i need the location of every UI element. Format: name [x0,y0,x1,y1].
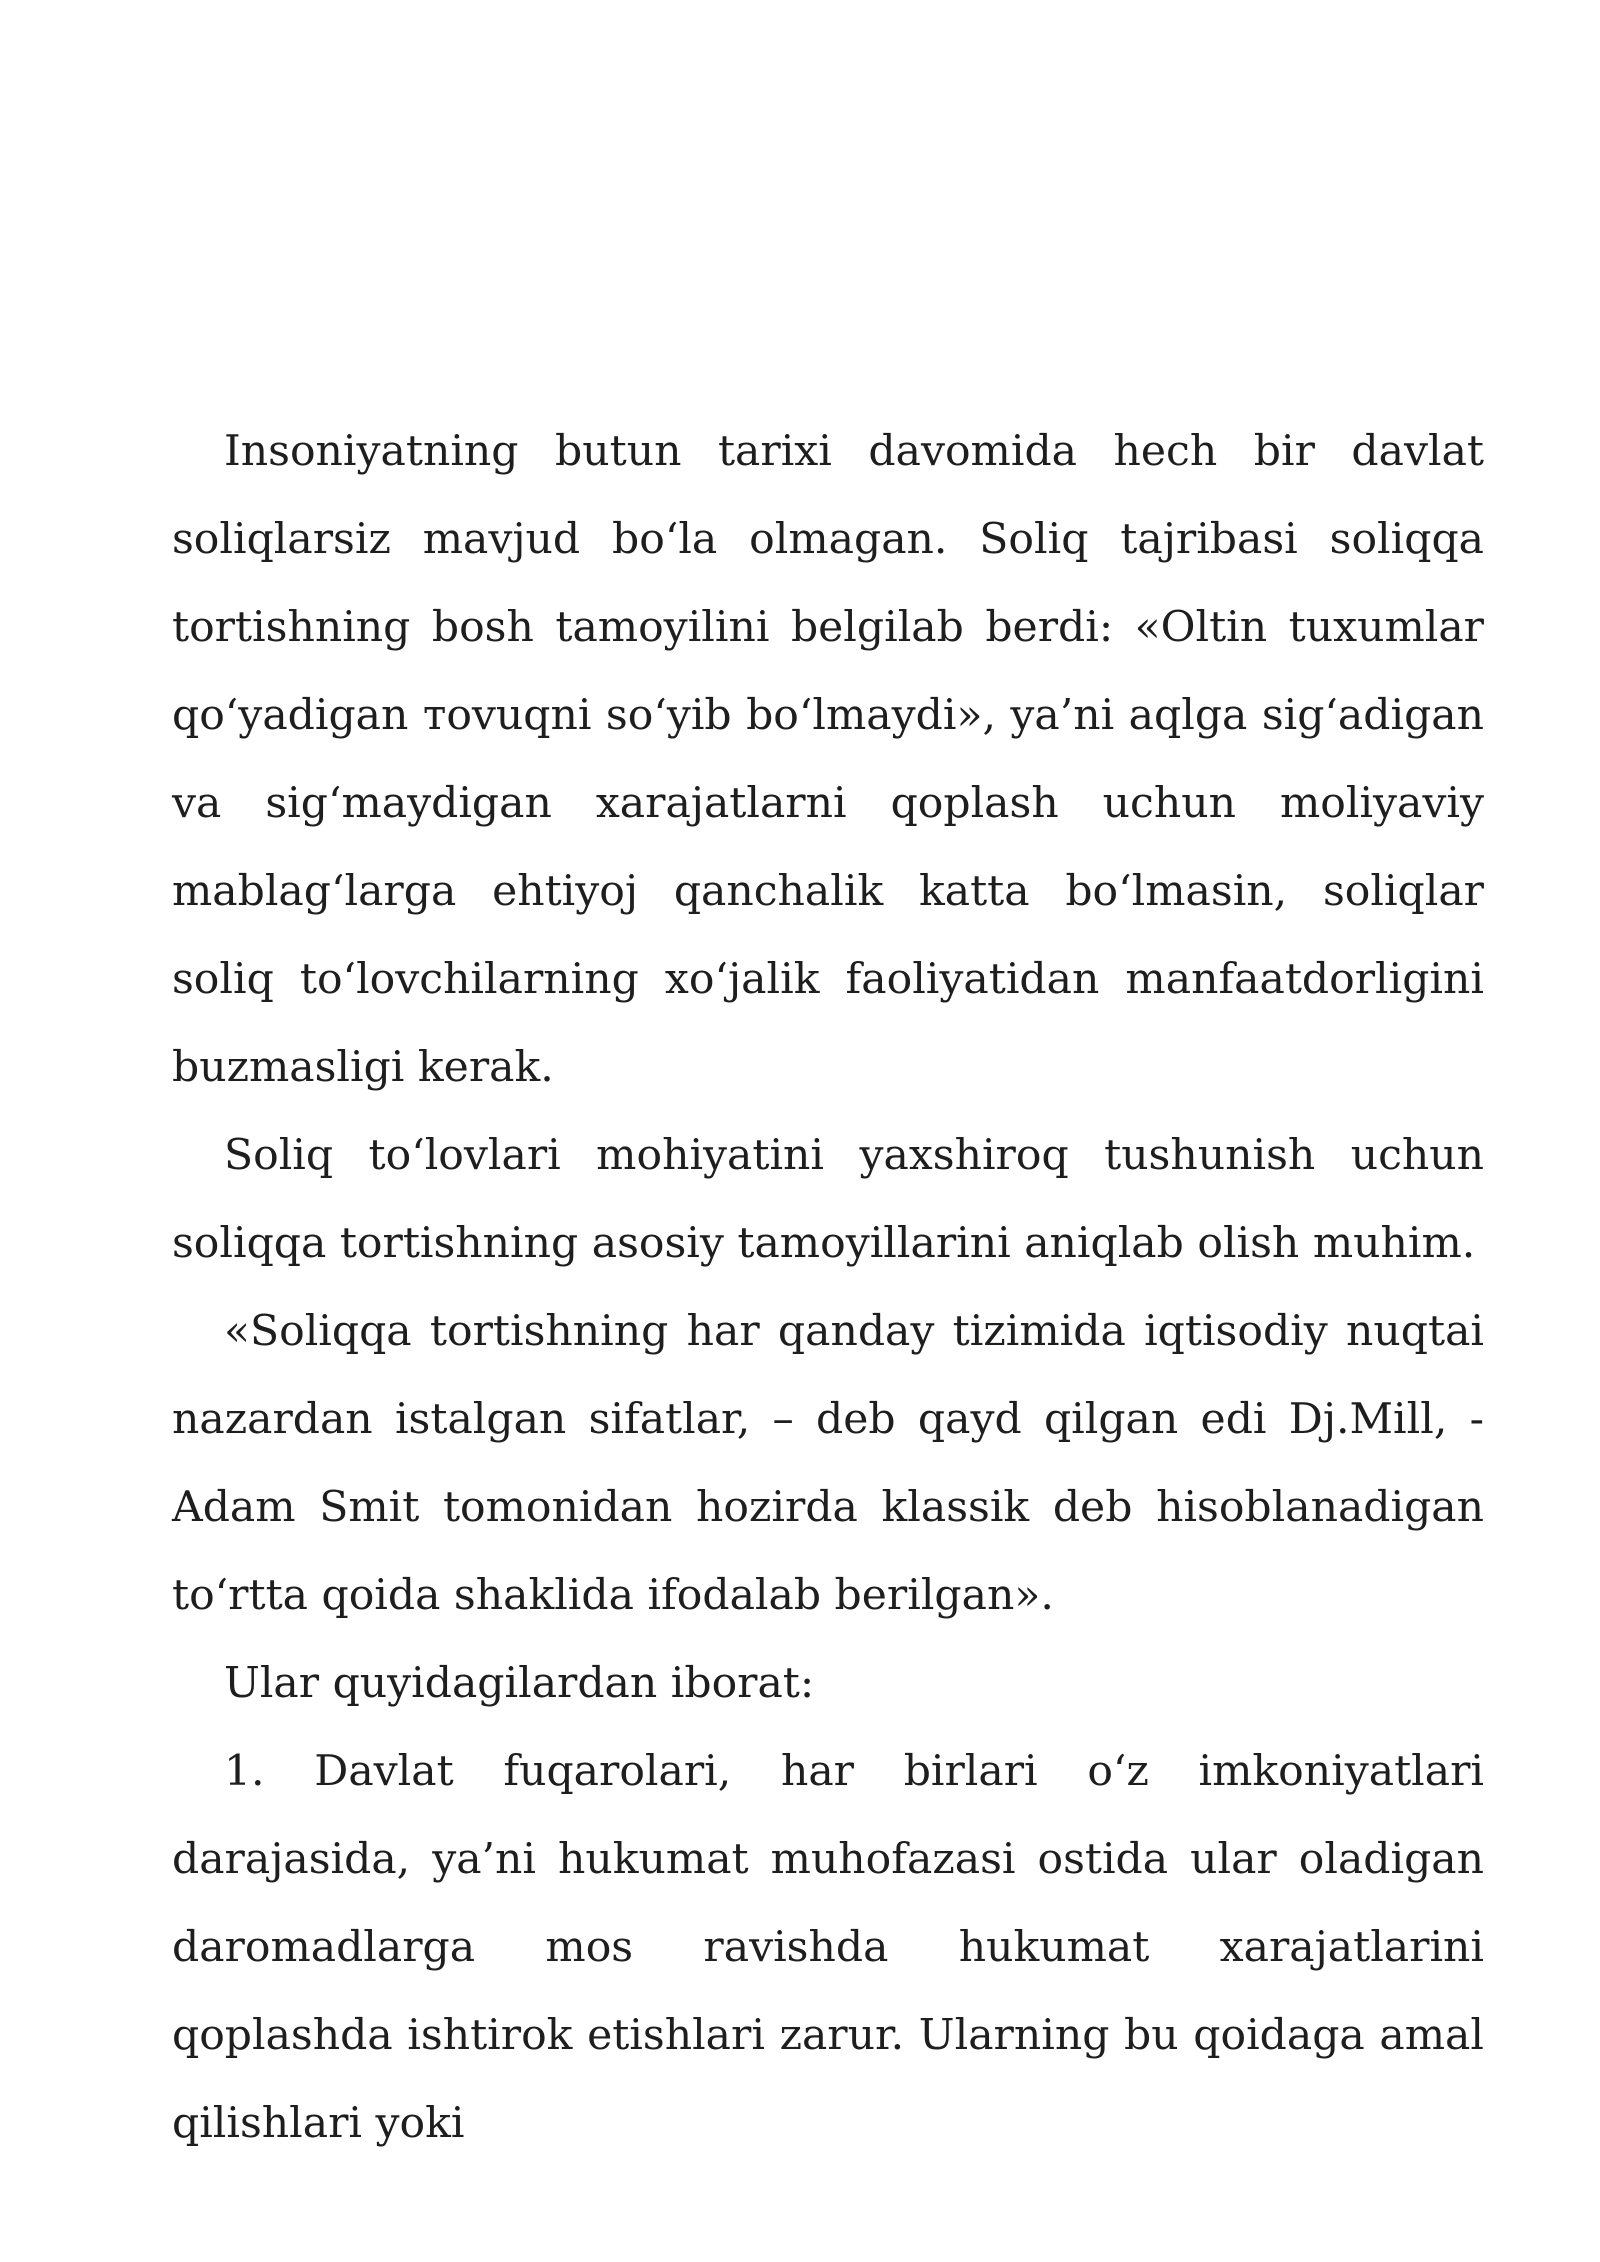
body-text [172,408,1484,2168]
paragraph-4: Ular quyidagilardan iborat: [224,1659,815,1708]
paragraph-1: Insoniyatning butun tarixi davomida hech bir davlat soliqlarsiz mavjud bo‘la olmagan. Soliq tajribasi soliqqa tortishning bosh tamoyilini belgilab berdi: «Oltin tuxumlar qo‘yadigan тovuqni so‘yib bo‘lmaydi», ya’ni aqlga sig‘adigan va sig‘maydigan xarajatlarni qoplash uchun moliyaviy mablag‘larga ehtiyoj qanchalik katta bo‘lmasin, soliqlar soliq to‘lovchilarning xo‘jalik faoliyatidan manfaatdorligini buzmasligi kerak. [172,427,1484,1092]
paragraph-5: 1. Davlat fuqarolari, har birlari o‘z imkoniyatlari darajasida, ya’ni hukumat muhofazasi ostida ular oladigan daromadlarga mos ravishda hukumat xarajatlarini qoplashda ishtirok etishlari zarur. Ularning bu qoidaga amal qilishlari yoki [172,1747,1484,2148]
paragraph-3: «Soliqqa tortishning har qanday tizimida iqtisodiy nuqtai nazardan istalgan sifatlar, – deb qayd qilgan edi Dj.Mill, - Adam Smit tomonidan hozirda klassik deb hisoblanadigan to‘rtta qoida shaklida ifodalab berilgan». [172,1307,1484,1620]
paragraph-2: Soliq to‘lovlari mohiyatini yaxshiroq tushunish uchun soliqqa tortishning asosiy tamoyillarini aniqlab olish muhim. [172,1131,1484,1268]
